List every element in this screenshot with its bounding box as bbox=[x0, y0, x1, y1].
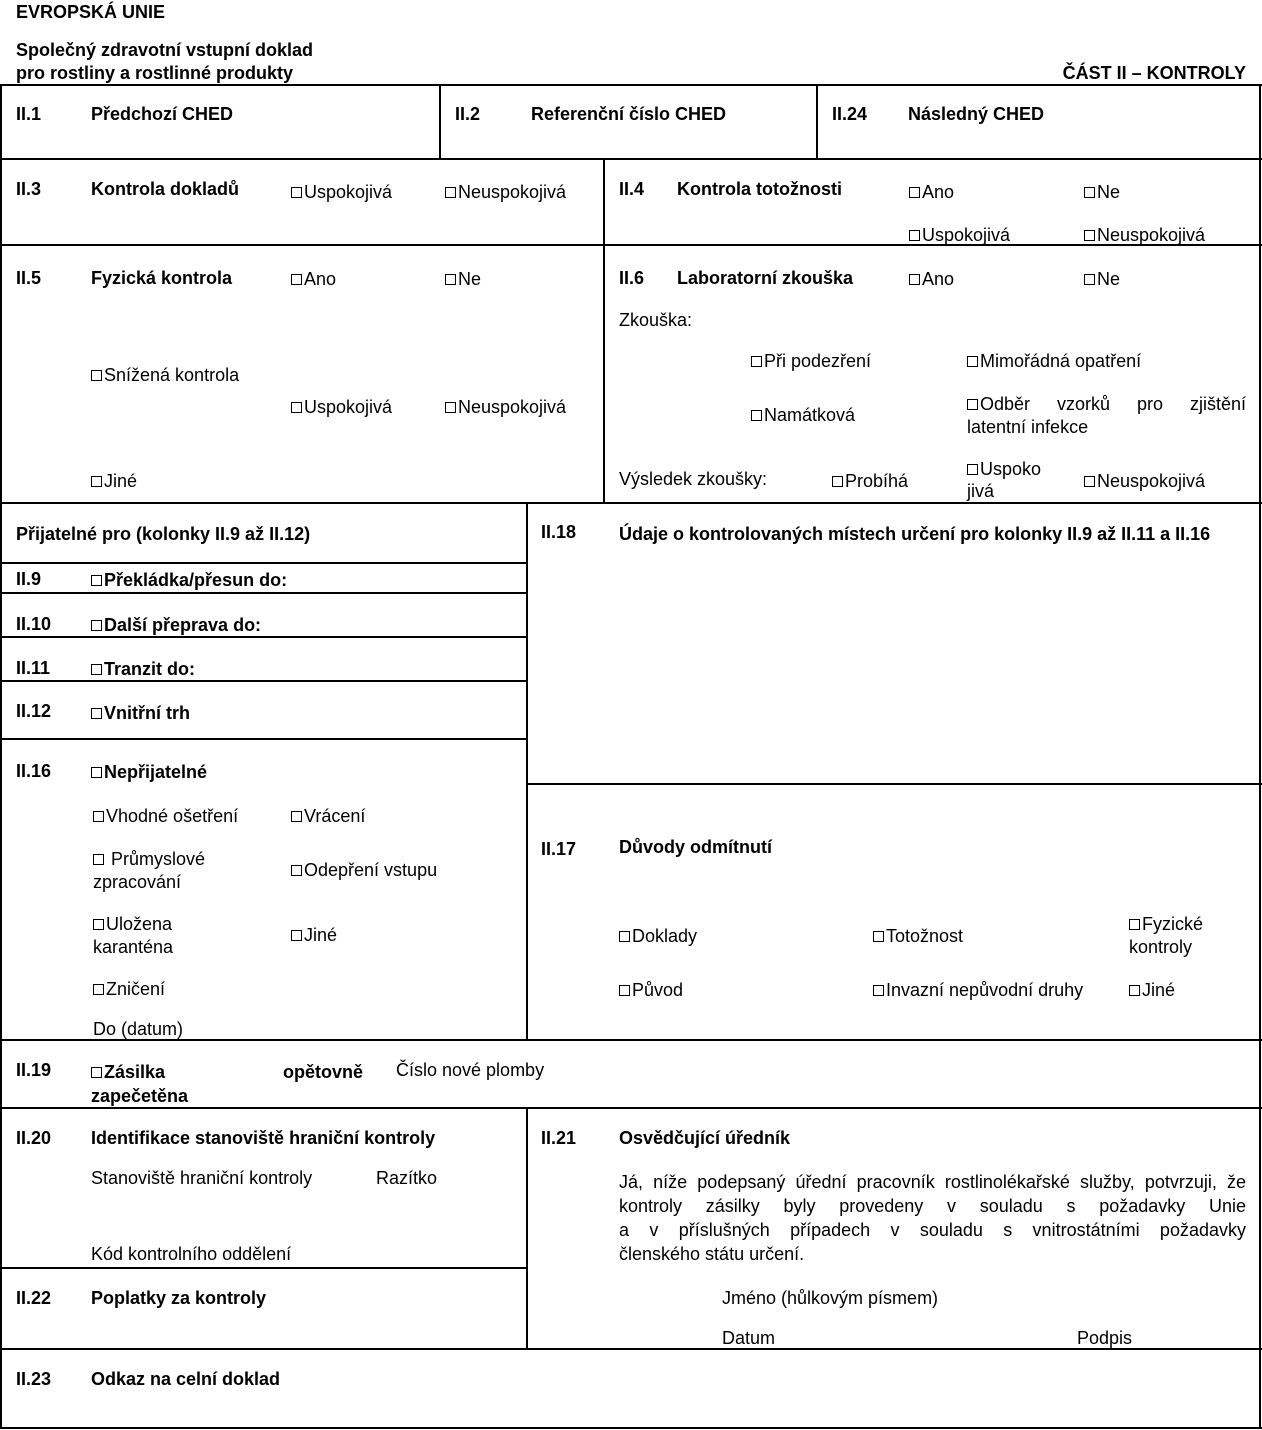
field-number: II.3 bbox=[16, 179, 42, 199]
other-option[interactable]: Jiné bbox=[291, 924, 337, 946]
identity-check-label: Kontrola totožnosti bbox=[677, 179, 842, 199]
checkbox[interactable] bbox=[909, 274, 920, 285]
lab-test-label: Laboratorní zkouška bbox=[677, 268, 854, 288]
checkbox[interactable] bbox=[445, 274, 456, 285]
field-number: II.18 bbox=[541, 522, 577, 542]
document-check-satisfactory[interactable]: Uspokojivá bbox=[291, 181, 392, 203]
border-post-label: Stanoviště hraniční kontroly bbox=[91, 1168, 313, 1188]
reduced-check[interactable]: Snížená kontrola bbox=[91, 364, 239, 386]
checkbox[interactable] bbox=[1084, 230, 1095, 241]
customs-document-reference-label: Odkaz na celní doklad bbox=[91, 1369, 281, 1389]
checkbox[interactable] bbox=[93, 919, 104, 930]
checkbox[interactable] bbox=[967, 356, 978, 367]
field-number: II.24 bbox=[832, 104, 868, 124]
resealed-word: opětovně bbox=[283, 1062, 364, 1082]
resealed-word: zapečetěna bbox=[91, 1086, 189, 1106]
not-acceptable-option[interactable]: Nepřijatelné bbox=[91, 761, 207, 783]
test-result-label: Výsledek zkoušky: bbox=[619, 469, 768, 489]
checkbox[interactable] bbox=[909, 230, 920, 241]
checkbox[interactable] bbox=[909, 187, 920, 198]
physical-check-unsatisfactory[interactable]: Neuspokojivá bbox=[445, 396, 566, 418]
inspection-fees-label: Poplatky za kontroly bbox=[91, 1288, 267, 1308]
field-number: II.20 bbox=[16, 1128, 52, 1148]
checkbox[interactable] bbox=[91, 664, 102, 675]
field-number: II.4 bbox=[619, 179, 645, 199]
reason-other[interactable]: Jiné bbox=[1129, 979, 1175, 1001]
refusal-reasons-label: Důvody odmítnutí bbox=[619, 837, 772, 857]
physical-check-satisfactory[interactable]: Uspokojivá bbox=[291, 396, 392, 418]
checkbox[interactable] bbox=[832, 476, 843, 487]
checkbox[interactable] bbox=[1084, 274, 1095, 285]
until-date-label: Do (datum) bbox=[93, 1019, 184, 1039]
return-option[interactable]: Vrácení bbox=[291, 805, 365, 827]
new-seal-number-label: Číslo nové plomby bbox=[396, 1060, 545, 1080]
result-satisfactory[interactable]: Uspoko jivá bbox=[967, 459, 1042, 501]
checkbox[interactable] bbox=[751, 410, 762, 421]
checkbox[interactable] bbox=[91, 708, 102, 719]
checkbox[interactable] bbox=[619, 931, 630, 942]
physical-check-label: Fyzická kontrola bbox=[91, 268, 233, 288]
result-pending[interactable]: Probíhá bbox=[832, 470, 908, 492]
document-check-unsatisfactory[interactable]: Neuspokojivá bbox=[445, 181, 566, 203]
checkbox[interactable] bbox=[91, 620, 102, 631]
union-title: EVROPSKÁ UNIE bbox=[16, 2, 166, 22]
field-number: II.21 bbox=[541, 1128, 577, 1148]
checkbox[interactable] bbox=[291, 187, 302, 198]
field-number: II.17 bbox=[541, 839, 577, 859]
test-on-suspicion[interactable]: Při podezření bbox=[751, 350, 871, 372]
reason-physical-checks[interactable]: Fyzické kontroly bbox=[1129, 914, 1204, 957]
stamp-label: Razítko bbox=[376, 1168, 438, 1188]
checkbox[interactable] bbox=[291, 811, 302, 822]
refusal-of-entry-option[interactable]: Odepření vstupu bbox=[291, 859, 437, 881]
reason-origin[interactable]: Původ bbox=[619, 979, 683, 1001]
lab-test-yes[interactable]: Ano bbox=[909, 268, 954, 290]
checkbox[interactable] bbox=[445, 187, 456, 198]
checkbox[interactable] bbox=[751, 356, 762, 367]
test-latent-infection[interactable]: Odběr vzorků pro zjištění latentní infekce bbox=[967, 394, 1246, 437]
acceptable-for-title: Přijatelné pro (kolonky II.9 až II.12) bbox=[16, 524, 311, 544]
industrial-processing-option[interactable]: Průmyslové zpracování bbox=[93, 849, 206, 892]
field-number: II.19 bbox=[16, 1060, 52, 1080]
checkbox[interactable] bbox=[967, 399, 978, 410]
test-random[interactable]: Namátková bbox=[751, 404, 855, 426]
internal-market-option[interactable]: Vnitřní trh bbox=[91, 702, 190, 724]
document-check-label: Kontrola dokladů bbox=[91, 179, 239, 199]
subsequent-ched-label: Následný CHED bbox=[908, 104, 1045, 124]
onward-travel-option[interactable]: Další přeprava do: bbox=[91, 614, 261, 636]
checkbox[interactable] bbox=[291, 865, 302, 876]
checkbox[interactable] bbox=[93, 854, 104, 865]
field-number: II.9 bbox=[16, 569, 42, 589]
checkbox[interactable] bbox=[1129, 919, 1140, 930]
reason-identity[interactable]: Totožnost bbox=[873, 925, 963, 947]
appropriate-treatment-option[interactable]: Vhodné ošetření bbox=[93, 805, 238, 827]
field-number: II.10 bbox=[16, 614, 52, 634]
field-number: II.6 bbox=[619, 268, 645, 288]
checkbox[interactable] bbox=[291, 274, 302, 285]
reference-ched-label: Referenční číslo CHED bbox=[531, 104, 727, 124]
physical-check-no[interactable]: Ne bbox=[445, 268, 481, 290]
identity-check-unsatisfactory[interactable]: Neuspokojivá bbox=[1084, 224, 1205, 246]
controlled-destinations-label: Údaje o kontrolovaných místech určení pro kolonky II.9 až II.11 a II.16 bbox=[619, 524, 1211, 544]
test-emergency-measures[interactable]: Mimořádná opatření bbox=[967, 350, 1141, 372]
field-number: II.5 bbox=[16, 268, 42, 288]
date-label: Datum bbox=[722, 1328, 776, 1348]
quarantine-option[interactable]: Uložena karanténa bbox=[93, 914, 174, 957]
checkbox[interactable] bbox=[91, 767, 102, 778]
name-label: Jméno (hůlkovým písmem) bbox=[722, 1288, 939, 1308]
checkbox[interactable] bbox=[91, 1067, 102, 1078]
checkbox[interactable] bbox=[619, 985, 630, 996]
checkbox[interactable] bbox=[967, 464, 978, 475]
identity-check-no[interactable]: Ne bbox=[1084, 181, 1120, 203]
physical-check-yes[interactable]: Ano bbox=[291, 268, 336, 290]
identity-check-yes[interactable]: Ano bbox=[909, 181, 954, 203]
checkbox[interactable] bbox=[445, 402, 456, 413]
resealed-option[interactable]: Zásilka bbox=[91, 1061, 165, 1083]
control-unit-code-label: Kód kontrolního oddělení bbox=[91, 1244, 292, 1264]
part-title: ČÁST II – KONTROLY bbox=[1062, 63, 1246, 83]
checkbox[interactable] bbox=[1084, 476, 1095, 487]
certifying-officer-label: Osvědčující úředník bbox=[619, 1128, 791, 1148]
border-post-identification-label: Identifikace stanoviště hraniční kontroly bbox=[91, 1128, 436, 1148]
lab-test-no[interactable]: Ne bbox=[1084, 268, 1120, 290]
checkbox[interactable] bbox=[1129, 985, 1140, 996]
identity-check-satisfactory[interactable]: Uspokojivá bbox=[909, 224, 1010, 246]
checkbox[interactable] bbox=[93, 811, 104, 822]
field-number: II.11 bbox=[16, 658, 51, 678]
test-label: Zkouška: bbox=[619, 310, 693, 330]
checkbox[interactable] bbox=[91, 370, 102, 381]
document-title-line2: pro rostliny a rostlinné produkty bbox=[16, 63, 294, 83]
signature-label: Podpis bbox=[1077, 1328, 1133, 1348]
reason-invasive-species[interactable]: Invazní nepůvodní druhy bbox=[873, 979, 1083, 1001]
checkbox[interactable] bbox=[291, 402, 302, 413]
checkbox[interactable] bbox=[1084, 187, 1095, 198]
previous-ched-label: Předchozí CHED bbox=[91, 104, 234, 124]
checkbox[interactable] bbox=[91, 575, 102, 586]
transhipment-option[interactable]: Překládka/přesun do: bbox=[91, 569, 287, 591]
transit-option[interactable]: Tranzit do: bbox=[91, 658, 195, 680]
field-number: II.22 bbox=[16, 1288, 52, 1308]
document-title-line1: Společný zdravotní vstupní doklad bbox=[16, 40, 314, 60]
field-number: II.1 bbox=[16, 104, 42, 124]
destruction-option[interactable]: Zničení bbox=[93, 978, 165, 1000]
checkbox[interactable] bbox=[291, 930, 302, 941]
checkbox[interactable] bbox=[873, 985, 884, 996]
field-number: II.2 bbox=[455, 104, 481, 124]
reason-documents[interactable]: Doklady bbox=[619, 925, 697, 947]
checkbox[interactable] bbox=[91, 476, 102, 487]
certification-statement: Já, níže podepsaný úřední pracovník rostlinolékařské služby, potvrzuji, že kontroly zásilky byly provedeny v souladu s požadavky Unie a v příslušných případech v souladu s vnitrostátními požadavky členského státu určení. bbox=[619, 1172, 1246, 1264]
result-unsatisfactory[interactable]: Neuspokojivá bbox=[1084, 470, 1205, 492]
field-number: II.23 bbox=[16, 1369, 52, 1389]
field-number: II.12 bbox=[16, 701, 52, 721]
physical-check-other[interactable]: Jiné bbox=[91, 470, 137, 492]
checkbox[interactable] bbox=[873, 931, 884, 942]
checkbox[interactable] bbox=[93, 984, 104, 995]
field-number: II.16 bbox=[16, 761, 52, 781]
